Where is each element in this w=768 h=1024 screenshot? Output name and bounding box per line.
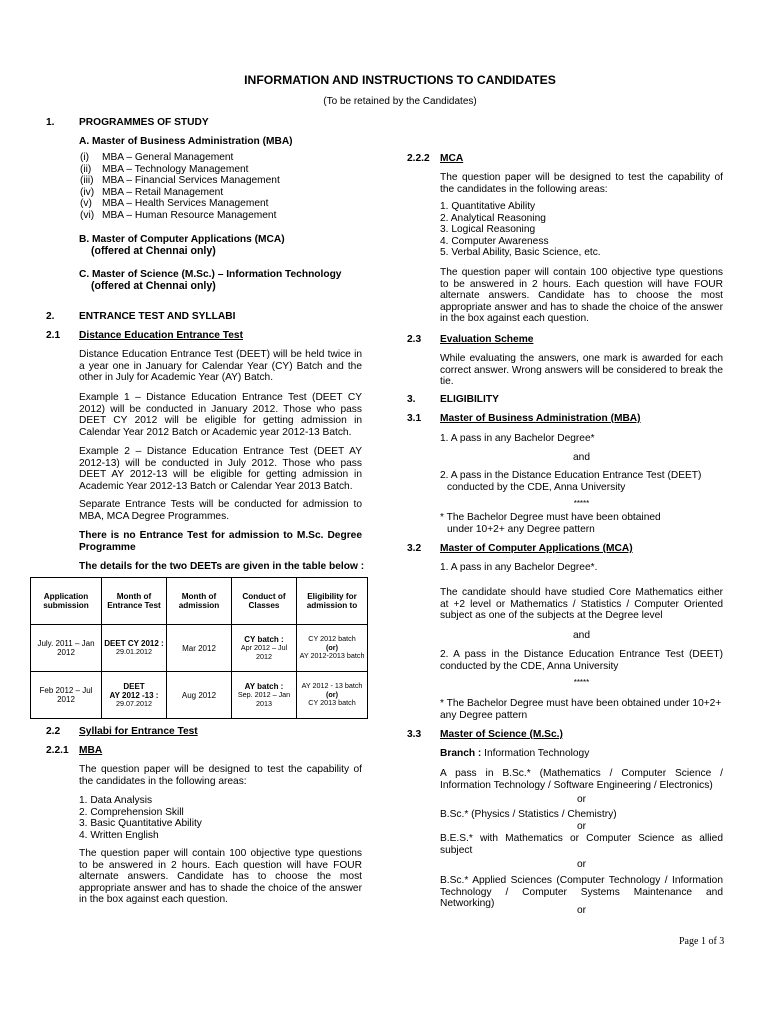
msc-eligibility-4: B.Sc.* Applied Sciences (Computer Technology / Information Technology / Computer Systems Maintenance and Networking) <box>440 875 723 910</box>
cell-bold-text: AY batch : <box>244 682 284 692</box>
list-item: (ii) MBA – Technology Management <box>80 163 249 175</box>
table-header: Month of Entrance Test <box>102 578 167 625</box>
table-cell: Mar 2012 <box>167 625 232 672</box>
table-cell <box>297 625 368 672</box>
section-3-heading: ELIGIBILITY <box>440 394 499 405</box>
table-row <box>31 625 368 672</box>
table-cell <box>102 625 167 672</box>
section-1-heading: PROGRAMMES OF STUDY <box>79 117 209 128</box>
or-text: or <box>576 905 587 916</box>
section-2-2-1-number: 2.2.1 <box>46 745 69 756</box>
deet-intro-paragraph: Distance Education Entrance Test (DEET) will be held twice in a year one in January for Calendar Year (CY) Batch and the other in July for Academic Year (AY) Batch. <box>79 349 362 384</box>
mca-programme-note: (offered at Chennai only) <box>91 245 216 257</box>
or-text: or <box>576 859 587 870</box>
msc-eligibility-2: B.Sc.* (Physics / Statistics / Chemistry) <box>440 809 617 820</box>
table-header: Application submission <box>31 578 102 625</box>
cell-bold-text: DEET CY 2012 : <box>104 639 164 649</box>
table-cell: Aug 2012 <box>167 672 232 719</box>
separator-stars: ***** <box>573 499 590 508</box>
or-text: or <box>576 794 587 805</box>
list-item: (iv) MBA – Retail Management <box>80 186 224 198</box>
table-header: Eligibility for admission to <box>297 578 368 625</box>
document-subtitle: (To be retained by the Candidates) <box>323 96 477 107</box>
mca-eligibility-2: 2. A pass in the Distance Education Entrance Test (DEET) conducted by the CDE, Anna University <box>440 649 723 672</box>
page-number: Page 1 of 3 <box>679 936 725 947</box>
section-3-3-number: 3.3 <box>407 729 422 740</box>
branch-value: Information Technology <box>481 748 590 759</box>
cell-text: Apr 2012 – Jul 2012 <box>240 643 288 661</box>
or-text: or <box>576 821 587 832</box>
msc-programme-heading: C. Master of Science (M.Sc.) – Information Technology <box>79 269 342 280</box>
list-item: 4. Computer Awareness <box>440 235 549 247</box>
section-3-2-number: 3.2 <box>407 543 422 554</box>
cell-text: 29.07.2012 <box>116 698 152 708</box>
table-header: Month of admission <box>167 578 232 625</box>
cell-text: AY 2012 - 13 batch <box>301 681 363 691</box>
list-item: 1. Data Analysis <box>79 795 153 806</box>
section-3-3-heading: Master of Science (M.Sc.) <box>440 729 563 740</box>
mca-syllabus-intro: The question paper will be designed to test the capability of the candidates in the following areas: <box>440 172 723 195</box>
mba-programme-list <box>80 152 280 222</box>
table-cell <box>297 672 368 719</box>
section-2-2-2-number: 2.2.2 <box>407 153 430 164</box>
section-2-2-heading: Syllabi for Entrance Test <box>79 726 198 737</box>
section-2-3-number: 2.3 <box>407 334 422 345</box>
mca-degree-note: * The Bachelor Degree must have been obtained under 10+2+ any Degree pattern <box>440 698 722 721</box>
list-item: (vi) MBA – Human Resource Management <box>80 209 277 221</box>
mba-eligibility-2-cont: conducted by the CDE, Anna University <box>447 482 626 493</box>
list-item: 3. Basic Quantitative Ability <box>79 818 202 830</box>
mba-degree-note-cont: under 10+2+ any Degree pattern <box>447 524 595 535</box>
mca-programme-heading: B. Master of Computer Applications (MCA) <box>79 234 285 245</box>
section-3-1-number: 3.1 <box>407 413 422 424</box>
cell-text: CY 2012 batch <box>308 634 356 644</box>
table-intro-text: The details for the two DEETs are given in the table below : <box>79 561 365 572</box>
table-header: Conduct of Classes <box>232 578 297 625</box>
cell-text: Sep. 2012 – Jan 2013 <box>237 690 291 708</box>
mca-question-paper-paragraph: The question paper will contain 100 objective type questions to be answered in 2 hours. Each question will have FOUR alternate answers. Candidate has to choose the most appropriate answer and has to shade the choice of the answer in the box against each question. <box>440 267 723 325</box>
mca-syllabus-areas <box>440 201 601 259</box>
deet-schedule-table <box>30 577 368 719</box>
section-2-1-heading: Distance Education Entrance Test <box>79 330 243 341</box>
table-header-row <box>31 578 368 625</box>
cell-bold-text: AY 2012 -13 : <box>109 690 159 700</box>
and-text: and <box>573 630 590 641</box>
document-title: INFORMATION AND INSTRUCTIONS TO CANDIDATES <box>244 73 556 87</box>
mba-syllabus-areas <box>79 795 202 841</box>
section-2-2-2-heading: MCA <box>440 153 464 164</box>
cell-bold-text: CY batch : <box>244 635 284 645</box>
branch-line <box>440 748 589 760</box>
mca-eligibility-1: 1. A pass in any Bachelor Degree*. <box>440 562 598 573</box>
msc-eligibility-3: B.E.S.* with Mathematics or Computer Science as allied subject <box>440 833 723 856</box>
table-cell <box>232 625 297 672</box>
mba-question-paper-paragraph: The question paper will contain 100 objective type questions to be answered in 2 hours. Each question will have FOUR alternate answers. Candidate has to choose the most appropriate answer and has to shade the choice of the answer in the box against each question. <box>79 848 362 906</box>
section-2-number: 2. <box>46 311 55 322</box>
branch-label: Branch : <box>440 748 482 759</box>
table-row <box>31 672 368 719</box>
cell-text: AY 2012-2013 batch <box>299 651 365 661</box>
separator-stars: ***** <box>573 678 590 687</box>
and-text: and <box>573 452 590 463</box>
cell-text: 29.01.2012 <box>116 647 152 657</box>
section-3-2-heading: Master of Computer Applications (MCA) <box>440 543 633 554</box>
table-cell: Feb 2012 – Jul 2012 <box>31 672 102 719</box>
deet-example-2-paragraph: Example 2 – Distance Education Entrance Test (DEET AY 2012-13) will be conducted in July 2012. Those who pass DEET AY 2012-13 will be eligible for getting admission in Academic Year 2012-13 Batch or Calendar Year 2013 Batch. <box>79 446 362 492</box>
section-2-heading: ENTRANCE TEST AND SYLLABI <box>79 311 236 322</box>
mba-programme-heading: A. Master of Business Administration (MBA) <box>79 136 293 147</box>
separate-tests-paragraph: Separate Entrance Tests will be conducted for admission to MBA, MCA Degree Programmes. <box>79 499 362 522</box>
deet-example-1-paragraph: Example 1 – Distance Education Entrance Test (DEET CY 2012) will be conducted in January 2012. Those who pass DEET CY 2012 will be eligible for getting admission in Calendar Year 2012 Batch or Academic year 2012-13 Batch. <box>79 392 362 438</box>
table-cell <box>102 672 167 719</box>
section-2-2-1-heading: MBA <box>79 745 103 756</box>
section-3-1-heading: Master of Business Administration (MBA) <box>440 413 641 424</box>
msc-programme-note: (offered at Chennai only) <box>91 280 216 292</box>
section-2-2-number: 2.2 <box>46 726 61 737</box>
mba-eligibility-2: 2. A pass in the Distance Education Entrance Test (DEET) <box>440 470 702 481</box>
section-2-3-heading: Evaluation Scheme <box>440 334 534 345</box>
list-item: (iii) MBA – Financial Services Management <box>80 175 280 187</box>
mca-core-maths-paragraph: The candidate should have studied Core Mathematics either at +2 level or Mathematics / Statistics / Computer Oriented subject as one of the subjects at the Degree level <box>440 587 723 622</box>
table-cell: July. 2011 – Jan 2012 <box>31 625 102 672</box>
list-item: (v) MBA – Health Services Management <box>80 198 269 210</box>
mba-syllabus-intro: The question paper will be designed to test the capability of the candidates in the following areas: <box>79 764 362 787</box>
section-3-number: 3. <box>407 394 416 405</box>
section-1-number: 1. <box>46 117 55 128</box>
list-item: 2. Comprehension Skill <box>79 806 184 818</box>
cell-bold-text: DEET <box>123 681 145 691</box>
table-cell <box>232 672 297 719</box>
msc-eligibility-1: A pass in B.Sc.* (Mathematics / Computer Science / Information Technology / Software Engineering / Electronics) <box>440 768 723 791</box>
list-item: 2. Analytical Reasoning <box>440 212 546 224</box>
no-msc-test-paragraph: There is no Entrance Test for admission to M.Sc. Degree Programme <box>79 530 362 553</box>
list-item: 4. Written English <box>79 829 159 841</box>
mba-eligibility-1: 1. A pass in any Bachelor Degree* <box>440 433 595 444</box>
list-item: 1. Quantitative Ability <box>440 201 536 212</box>
list-item: 5. Verbal Ability, Basic Science, etc. <box>440 247 601 259</box>
section-2-1-number: 2.1 <box>46 330 61 341</box>
evaluation-scheme-paragraph: While evaluating the answers, one mark is awarded for each correct answer. Wrong answers will be considered to break the tie. <box>440 353 723 388</box>
list-item: (i) MBA – General Management <box>80 152 234 163</box>
cell-bold-text: (or) <box>326 642 338 652</box>
cell-bold-text: (or) <box>326 689 338 699</box>
mba-degree-note: * The Bachelor Degree must have been obtained <box>440 512 661 523</box>
list-item: 3. Logical Reasoning <box>440 224 536 236</box>
cell-text: CY 2013 batch <box>308 698 356 708</box>
